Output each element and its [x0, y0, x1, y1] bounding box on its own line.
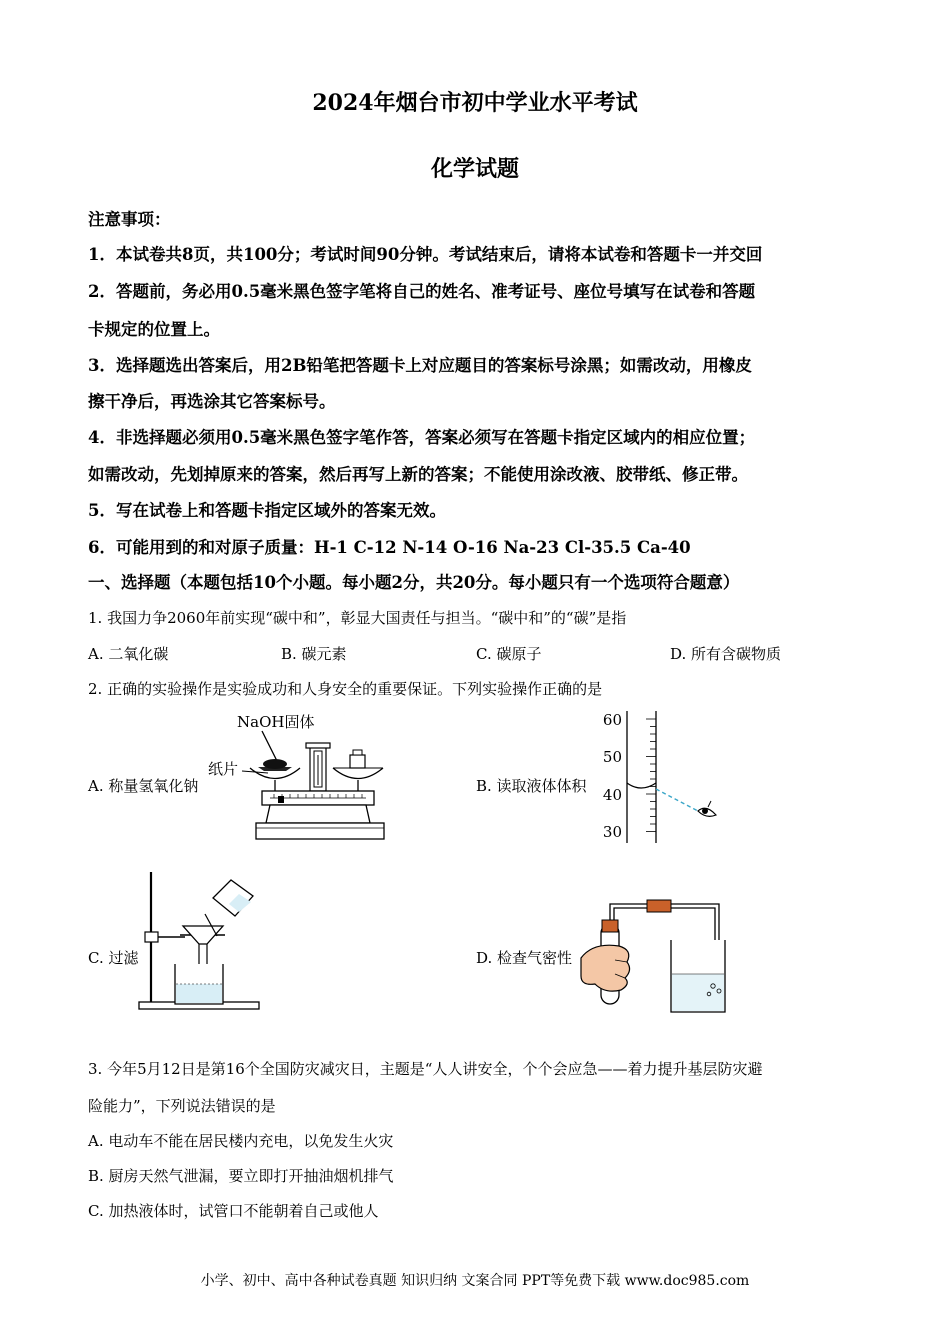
- question-2-option-d: D. 检查气密性: [476, 949, 573, 967]
- tick-label: 30: [602, 823, 622, 841]
- note-line: 卡规定的位置上。: [88, 320, 220, 339]
- section-heading: 一、选择题（本题包括10个小题。每小题2分，共20分。每小题只有一个选项符合题意）: [88, 573, 740, 592]
- note-line: 4．非选择题必须用0.5毫米黑色签字笔作答，答案必须写在答题卡指定区域内的相应位置；: [88, 428, 756, 447]
- note-line: 如需改动，先划掉原来的答案，然后再写上新的答案；不能使用涂改液、胶带纸、修正带。: [88, 465, 748, 484]
- tick-label: 40: [602, 786, 622, 804]
- cylinder-reading-figure: [602, 707, 727, 847]
- question-1-option-b: B. 碳元素: [281, 645, 347, 663]
- note-line: 5．写在试卷上和答题卡指定区域外的答案无效。: [88, 501, 446, 520]
- question-2-option-c: C. 过滤: [88, 949, 139, 967]
- question-1-stem: 1. 我国力争2060年前实现“碳中和”，彰显大国责任与担当。“碳中和”的“碳”是指: [88, 609, 627, 627]
- footer-text: 小学、初中、高中各种试卷真题 知识归纳 文案合同 PPT等免费下载 www.doc985.com: [200, 1273, 750, 1289]
- airtightness-figure: [575, 890, 735, 1018]
- exam-subject: 化学试题: [430, 156, 519, 182]
- question-3-stem-cont: 险能力”，下列说法错误的是: [88, 1097, 276, 1115]
- note-line: 擦干净后，再选涂其它答案标号。: [88, 392, 336, 411]
- filtration-figure: [135, 868, 265, 1013]
- question-1-option-c: C. 碳原子: [476, 645, 542, 663]
- naoh-label: NaOH固体: [237, 713, 315, 731]
- note-line: 1．本试卷共8页，共100分；考试时间90分钟。考试结束后，请将本试卷和答题卡一并交回: [88, 245, 763, 264]
- notes-heading: 注意事项：: [88, 210, 171, 229]
- question-3-stem: 3. 今年5月12日是第16个全国防灾减灾日，主题是“人人讲安全，个个会应急——着力提升基层防灾避: [88, 1060, 763, 1078]
- tick-label: 50: [602, 748, 622, 766]
- question-1-option-d: D. 所有含碳物质: [670, 645, 782, 663]
- question-1-option-a: A. 二氧化碳: [88, 645, 169, 663]
- exam-title: 2024年烟台市初中学业水平考试: [312, 90, 638, 116]
- question-3-option-b: B. 厨房天然气泄漏，要立即打开抽油烟机排气: [88, 1167, 394, 1185]
- question-2-option-b: B. 读取液体体积: [476, 777, 587, 795]
- question-2-option-a: A. 称量氢氧化钠: [88, 777, 199, 795]
- question-3-option-c: C. 加热液体时，试管口不能朝着自己或他人: [88, 1202, 379, 1220]
- note-line: 6．可能用到的和对原子质量：H-1 C-12 N-14 O-16 Na-23 Cl-35.5 Ca-40: [88, 538, 691, 557]
- note-line: 3．选择题选出答案后，用2B铅笔把答题卡上对应题目的答案标号涂黑；如需改动，用橡皮: [88, 356, 752, 375]
- balance-figure: [200, 705, 395, 845]
- question-2-stem: 2. 正确的实验操作是实验成功和人身安全的重要保证。下列实验操作正确的是: [88, 680, 603, 698]
- tick-label: 60: [602, 711, 622, 729]
- paper-label: 纸片: [208, 760, 239, 778]
- question-3-option-a: A. 电动车不能在居民楼内充电，以免发生火灾: [88, 1132, 394, 1150]
- note-line: 2．答题前，务必用0.5毫米黑色签字笔将自己的姓名、准考证号、座位号填写在试卷和答题: [88, 282, 756, 301]
